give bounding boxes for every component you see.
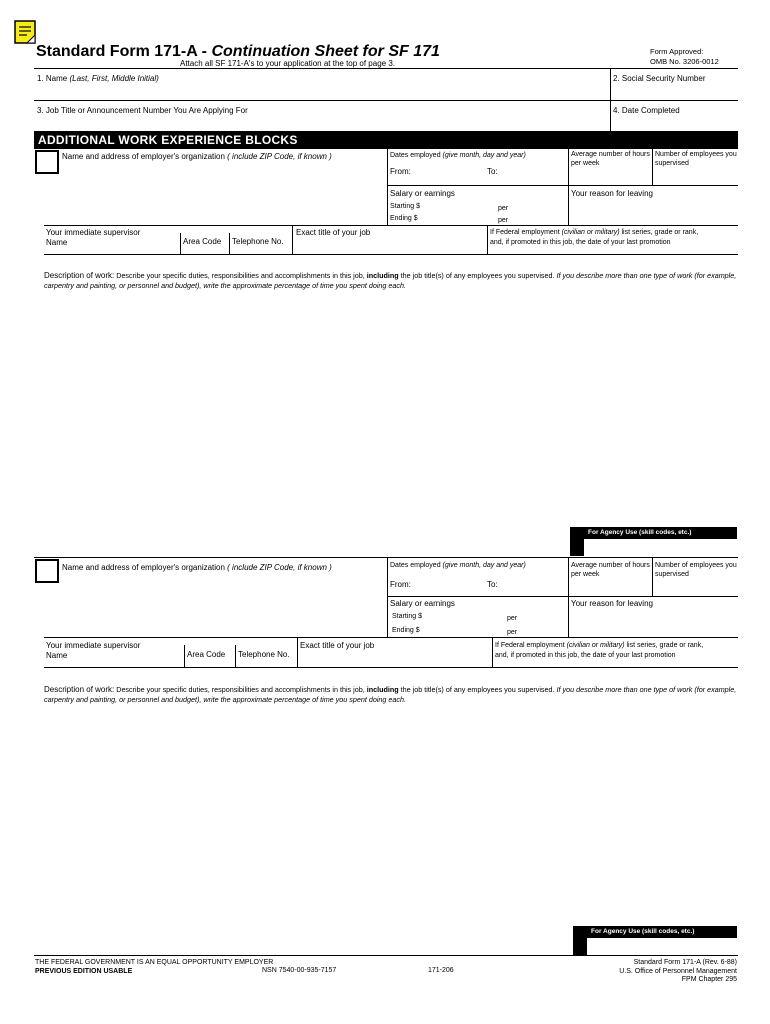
section-title: ADDITIONAL WORK EXPERIENCE BLOCKS (38, 133, 298, 147)
attach-note: Attach all SF 171-A's to your application at the top of page 3. (180, 59, 395, 68)
federal-label-c: list series, grade or rank, (624, 642, 704, 649)
desc-italic: If you describe more than one type of work (for example, carpentry and painting, or personnel and budget), write the approximate percentage of time you spent doing each. (44, 685, 737, 704)
supervisor-label-2: Your immediate supervisor (46, 641, 141, 650)
num-employees-field-2[interactable]: Number of employees you supervised (655, 562, 737, 578)
omb-number: OMB No. 3206-0012 (650, 57, 719, 66)
per-label-end-1: per (498, 217, 509, 224)
block-2-checkbox[interactable] (35, 559, 59, 583)
employer-hint: ( include ZIP Code, if known ) (227, 152, 332, 161)
federal-label-a: If Federal employment (490, 229, 562, 236)
per-label-start-1: per (498, 205, 509, 212)
telephone-2[interactable]: Telephone No. (238, 650, 290, 659)
supervisor-name-2[interactable]: Name (46, 651, 68, 660)
ending-salary-2[interactable]: Ending $ (392, 627, 420, 634)
agency-use-1: For Agency Use (skill codes, etc.) (570, 527, 737, 539)
desc-label: Description of work: (44, 685, 115, 694)
footer-right (619, 959, 737, 985)
starting-salary-2[interactable]: Starting $ (392, 613, 422, 620)
salary-label-1: Salary or earnings (390, 189, 455, 198)
to-field-2[interactable]: To: (487, 580, 498, 589)
dates-label: Dates employed (390, 152, 443, 159)
form-code: 171-206 (428, 967, 454, 974)
desc-including: including (366, 271, 399, 280)
area-code-1[interactable]: Area Code (183, 237, 222, 246)
date-completed-field[interactable]: 4. Date Completed (613, 106, 680, 115)
federal-label-d: and, if promoted in this job, the date of your last promotion (490, 239, 671, 246)
employer-field-2[interactable] (62, 563, 332, 572)
telephone-1[interactable]: Telephone No. (232, 237, 284, 246)
federal-employment-2[interactable] (495, 641, 738, 661)
employer-hint: ( include ZIP Code, if known ) (227, 563, 332, 572)
form-subtitle: Continuation Sheet for SF 171 (211, 43, 440, 60)
desc-italic: If you describe more than one type of work (for example, carpentry and painting, or personnel and budget), write the approximate percentage of time you spent doing each. (44, 271, 737, 290)
issuing-agency: U.S. Office of Personnel Management (619, 967, 737, 975)
desc-text2: the job title(s) of any employees you supervised. (398, 271, 557, 280)
desc-label: Description of work: (44, 271, 115, 280)
desc-including: including (366, 685, 399, 694)
avg-hours-field-2[interactable]: Average number of hours per week (571, 562, 650, 578)
federal-label-b: (civilian or military) (566, 642, 625, 649)
starting-salary-1[interactable]: Starting $ (390, 203, 420, 210)
dates-label: Dates employed (390, 562, 443, 569)
footer-left (35, 959, 273, 976)
dates-hint: (give month, day and year) (442, 152, 526, 159)
employer-label: Name and address of employer's organization (62, 563, 228, 572)
description-field-2[interactable] (44, 685, 744, 705)
agency-use-2: For Agency Use (skill codes, etc.) (573, 926, 737, 938)
exact-title-1[interactable]: Exact title of your job (296, 228, 371, 237)
previous-edition: PREVIOUS EDITION USABLE (35, 967, 133, 975)
federal-label-a: If Federal employment (495, 642, 567, 649)
form-name: Standard Form 171-A - (36, 43, 212, 60)
dates-hint: (give month, day and year) (442, 562, 526, 569)
name-label: 1. Name (37, 74, 70, 83)
supervisor-label-1: Your immediate supervisor (46, 228, 141, 237)
employer-label: Name and address of employer's organization (62, 152, 228, 161)
avg-hours-field-1[interactable]: Average number of hours per week (571, 151, 650, 167)
eeo-statement: THE FEDERAL GOVERNMENT IS AN EQUAL OPPORTUNITY EMPLOYER (35, 959, 274, 966)
ending-salary-1[interactable]: Ending $ (390, 215, 418, 222)
per-label-end-2: per (507, 629, 518, 636)
omb-approval (650, 47, 719, 67)
name-field[interactable] (37, 74, 159, 83)
exact-title-2[interactable]: Exact title of your job (300, 641, 375, 650)
block-1-checkbox[interactable] (35, 150, 59, 174)
reason-leaving-1[interactable]: Your reason for leaving (571, 189, 653, 198)
name-hint: (Last, First, Middle Initial) (69, 74, 159, 83)
federal-label-c: list series, grade or rank, (619, 229, 699, 236)
to-field-1[interactable]: To: (487, 167, 498, 176)
ssn-field[interactable]: 2. Social Security Number (613, 74, 706, 83)
employer-field-1[interactable] (62, 152, 332, 161)
desc-text: Describe your specific duties, responsibilities and accomplishments in this job, (114, 271, 367, 280)
salary-label-2: Salary or earnings (390, 599, 455, 608)
agency-stub-2 (573, 938, 587, 955)
dates-employed-2 (390, 562, 526, 569)
reason-leaving-2[interactable]: Your reason for leaving (571, 599, 653, 608)
federal-label-b: (civilian or military) (561, 229, 620, 236)
from-field-1[interactable]: From: (390, 167, 411, 176)
federal-label-d: and, if promoted in this job, the date of your last promotion (495, 652, 676, 659)
area-code-2[interactable]: Area Code (187, 650, 226, 659)
supervisor-name-1[interactable]: Name (46, 238, 68, 247)
num-employees-field-1[interactable]: Number of employees you supervised (655, 151, 737, 167)
per-label-start-2: per (507, 615, 518, 622)
from-field-2[interactable]: From: (390, 580, 411, 589)
form-approved-label: Form Approved: (650, 47, 704, 56)
fpm-chapter: FPM Chapter 295 (681, 976, 737, 983)
sticky-note-icon[interactable] (14, 20, 36, 46)
desc-text: Describe your specific duties, responsibilities and accomplishments in this job, (114, 685, 367, 694)
desc-text2: the job title(s) of any employees you supervised. (398, 685, 557, 694)
job-title-field[interactable]: 3. Job Title or Announcement Number You Are Applying For (37, 106, 248, 115)
agency-stub-1 (570, 539, 584, 556)
federal-employment-1[interactable] (490, 228, 738, 248)
section-header (34, 131, 738, 149)
nsn-number: NSN 7540-00-935-7157 (262, 967, 337, 974)
dates-employed-1 (390, 152, 526, 159)
description-field-1[interactable] (44, 271, 744, 291)
form-revision: Standard Form 171-A (Rev. 6-88) (633, 959, 737, 966)
